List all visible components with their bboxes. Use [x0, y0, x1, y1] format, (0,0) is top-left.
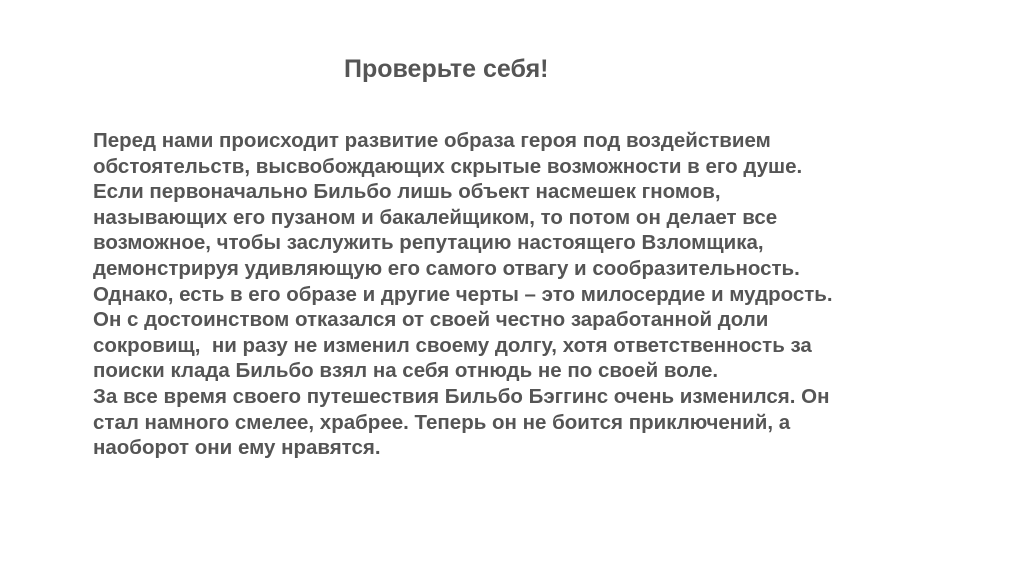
- text-line: называющих его пузаном и бакалейщиком, то потом он делает все: [93, 205, 778, 229]
- text-line: За все время своего путешествия Бильбо Бэггинс очень изменился. Он: [93, 384, 830, 408]
- text-line: поиски клада Бильбо взял на себя отнюдь не по своей воле.: [93, 359, 719, 383]
- text-line: Если первоначально Бильбо лишь объект насмешек гномов,: [93, 180, 721, 204]
- text-line: наоборот они ему нравятся.: [93, 436, 381, 460]
- text-line: сокровищ, ни разу не изменил своему долгу, хотя ответственность за: [93, 333, 812, 357]
- text-line: демонстрируя удивляющую его самого отвагу и сообразительность.: [93, 256, 800, 280]
- text-line: Однако, есть в его образе и другие черты – это милосердие и мудрость.: [93, 282, 833, 306]
- text-line: возможное, чтобы заслужить репутацию настоящего Взломщика,: [93, 231, 764, 255]
- slide-title: Проверьте себя!: [344, 55, 549, 83]
- text-line: Он с достоинством отказался от своей честно заработанной доли: [93, 308, 769, 332]
- slide-body-text: [93, 128, 993, 461]
- text-line: обстоятельств, высвобождающих скрытые возможности в его душе.: [93, 154, 803, 178]
- text-line: Перед нами происходит развитие образа героя под воздействием: [93, 129, 771, 152]
- text-line: стал намного смелее, храбрее. Теперь он не боится приключений, а: [93, 410, 791, 434]
